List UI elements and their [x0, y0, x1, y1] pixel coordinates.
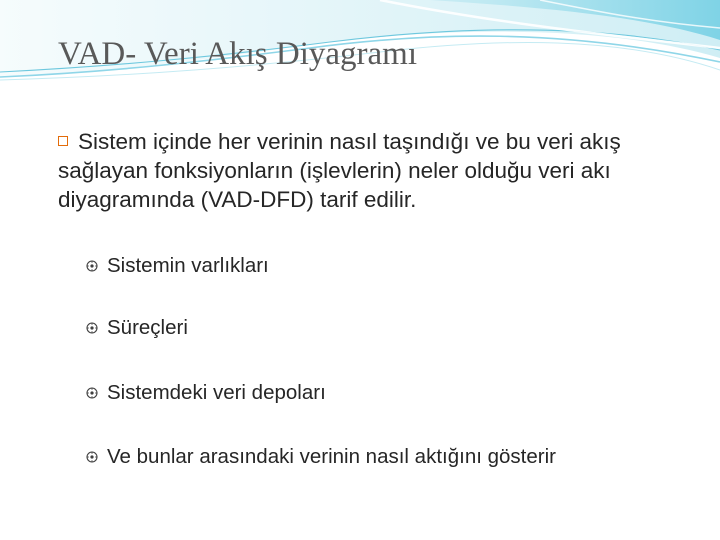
intro-line-1-text: Sistem içinde her verinin nasıl taşındığı ve bu veri akış — [78, 129, 621, 154]
list-item-label: Süreçleri — [107, 316, 188, 339]
target-bullet-icon — [86, 451, 98, 463]
target-bullet-icon — [86, 387, 98, 399]
target-bullet-icon — [86, 260, 98, 272]
square-bullet-icon — [58, 136, 68, 146]
list-item-label: Sistemdeki veri depoları — [107, 381, 326, 404]
slide-title: VAD- Veri Akış Diyagramı — [58, 36, 418, 72]
intro-line-1 — [58, 127, 720, 156]
intro-paragraph — [58, 127, 720, 214]
list-item-label: Ve bunlar arasındaki verinin nasıl aktığını gösterir — [107, 445, 556, 468]
target-bullet-icon — [86, 322, 98, 334]
list-item-label: Sistemin varlıkları — [107, 254, 269, 277]
intro-line-2: sağlayan fonksiyonların (işlevlerin) neler olduğu veri akı — [58, 158, 611, 183]
intro-line-3: diyagramında (VAD-DFD) tarif edilir. — [58, 187, 417, 212]
